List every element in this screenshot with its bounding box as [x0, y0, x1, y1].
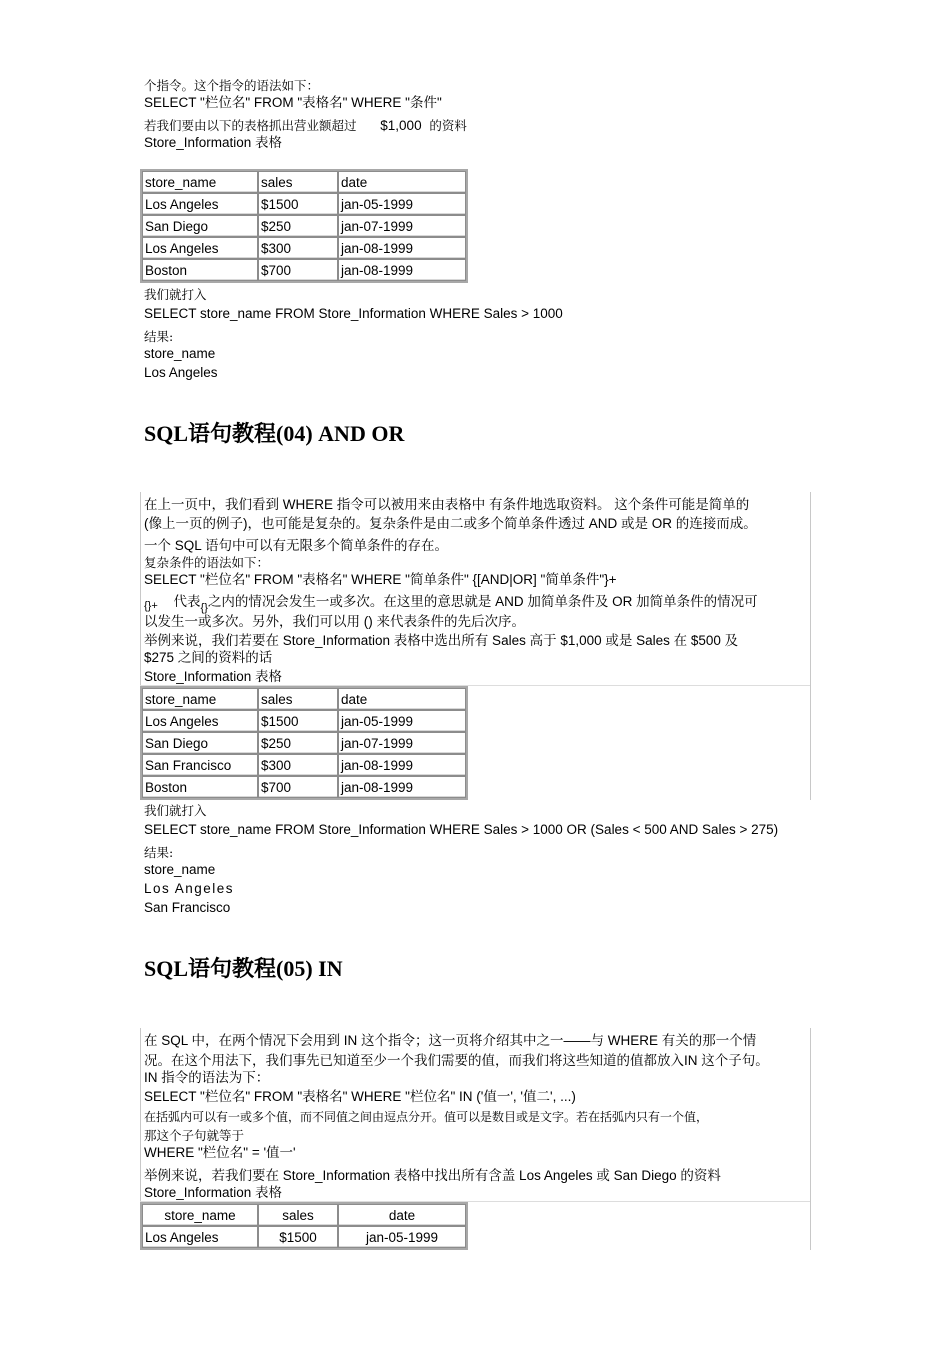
table-cell: jan-05-1999: [338, 710, 466, 732]
example-amount: $1,000: [380, 118, 422, 133]
syntax-line: SELECT "栏位名" FROM "表格名" WHERE "条件": [144, 95, 442, 110]
query-line: SELECT store_name FROM Store_Information WHERE Sales > 1000 OR (Sales < 500 AND Sales > 275): [144, 822, 779, 837]
column-header: date: [338, 1204, 466, 1226]
box-left-border: [140, 1028, 141, 1202]
paragraph-line: 在括弧内可以有一或多个值，而不同值之间由逗点分开。值可以是数目或是文字。若在括弧内只有一个值，: [144, 1110, 709, 1124]
braces-symbol: {}: [200, 602, 208, 614]
table-cell: Los Angeles: [142, 710, 258, 732]
paragraph-line: 在上一页中，我们看到 WHERE 指令可以被用来由表格中 有条件地选取资料。 这个条件可能是简单的: [144, 497, 750, 512]
table-row: [142, 776, 466, 798]
column-header: store_name: [142, 1204, 258, 1226]
paragraph-line: 举例来说，若我们要在 Store_Information 表格中找出所有含盖 Los Angeles 或 San Diego 的资料: [144, 1168, 721, 1183]
table-header-row: [142, 1204, 466, 1226]
result-label: 结果:: [144, 329, 174, 344]
store-information-table: [140, 1202, 468, 1250]
table-cell: Los Angeles: [142, 237, 258, 259]
paragraph-line: 举例来说，我们若要在 Store_Information 表格中选出所有 Sales 高于 $1,000 或是 Sales 在 $500 及: [144, 633, 739, 648]
braces-symbol: {}+: [144, 600, 158, 612]
table-row: [142, 259, 466, 281]
result-header: store_name: [144, 862, 216, 877]
we-type-label: 我们就打入: [144, 803, 207, 818]
table-cell: jan-05-1999: [338, 1226, 466, 1248]
we-type-label: 我们就打入: [144, 287, 207, 302]
table-cell: Los Angeles: [142, 193, 258, 215]
result-row: Los Angeles: [144, 881, 235, 896]
table-title: Store_Information 表格: [144, 1185, 283, 1200]
paragraph-line: (像上一页的例子)，也可能是复杂的。复杂条件是由二或多个简单条件透过 AND 或是 OR 的连接而成。: [144, 516, 757, 531]
table-row: [142, 754, 466, 776]
paragraph-line: 在 SQL 中，在两个情况下会用到 IN 这个指令；这一页将介绍其中之一——与 WHERE 有关的那一个情: [144, 1033, 757, 1048]
table-cell: San Francisco: [142, 754, 258, 776]
paragraph-line: 以发生一或多次。另外，我们可以用 () 来代表条件的先后次序。: [144, 614, 525, 629]
where-line: WHERE "栏位名" = '值一': [144, 1145, 296, 1160]
column-header: sales: [258, 688, 338, 710]
table-row: [142, 1226, 466, 1248]
example-post: 的资料: [429, 118, 467, 133]
store-information-table: [140, 169, 468, 283]
table-header-row: [142, 171, 466, 193]
table-cell: Los Angeles: [142, 1226, 258, 1248]
paragraph-line: [144, 593, 758, 612]
table-cell: $1500: [258, 1226, 338, 1248]
table-cell: jan-08-1999: [338, 237, 466, 259]
syntax-line: SELECT "栏位名" FROM "表格名" WHERE "栏位名" IN ('值一', '值二', ...): [144, 1089, 576, 1104]
table-title: Store_Information 表格: [144, 135, 283, 150]
paragraph-line: 复杂条件的语法如下：: [144, 555, 270, 570]
table-cell: $1500: [258, 710, 338, 732]
column-header: sales: [258, 1204, 338, 1226]
intro-text: 个指令。这个指令的语法如下：: [144, 78, 320, 93]
box-right-border: [810, 492, 811, 800]
column-header: store_name: [142, 171, 258, 193]
result-header: store_name: [144, 346, 216, 361]
query-line: SELECT store_name FROM Store_Information WHERE Sales > 1000: [144, 306, 563, 321]
table-header-row: [142, 688, 466, 710]
table-row: [142, 237, 466, 259]
table-cell: jan-07-1999: [338, 732, 466, 754]
syntax-line: SELECT "栏位名" FROM "表格名" WHERE "简单条件" {[AND|OR] "简单条件"}+: [144, 572, 617, 587]
column-header: store_name: [142, 688, 258, 710]
table-cell: $700: [258, 259, 338, 281]
table-cell: Boston: [142, 259, 258, 281]
column-header: date: [338, 688, 466, 710]
paragraph-line: 况。在这个用法下，我们事先已知道至少一个我们需要的值，而我们将这些知道的值都放入IN 这个子句。: [144, 1053, 769, 1068]
table-row: [142, 193, 466, 215]
text-span: 代表: [173, 594, 201, 609]
example-pre: 若我们要由以下的表格抓出营业额超过: [144, 118, 357, 133]
table-cell: jan-08-1999: [338, 754, 466, 776]
paragraph-line: 一个 SQL 语句中可以有无限多个简单条件的存在。: [144, 538, 449, 553]
table-cell: $1500: [258, 193, 338, 215]
table-cell: $300: [258, 754, 338, 776]
table-cell: San Diego: [142, 215, 258, 237]
paragraph-line: $275 之间的资料的话: [144, 650, 273, 665]
table-cell: jan-05-1999: [338, 193, 466, 215]
example-line: [144, 117, 467, 134]
section-heading: SQL语句教程(04) AND OR: [144, 421, 405, 446]
table-cell: jan-08-1999: [338, 259, 466, 281]
paragraph-line: IN 指令的语法为下：: [144, 1070, 270, 1085]
table-cell: $250: [258, 215, 338, 237]
table-cell: jan-08-1999: [338, 776, 466, 798]
column-header: date: [338, 171, 466, 193]
result-row: San Francisco: [144, 900, 231, 915]
box-left-border: [140, 492, 141, 686]
table-cell: $300: [258, 237, 338, 259]
table-cell: $700: [258, 776, 338, 798]
paragraph-line: 那这个子句就等于: [144, 1128, 245, 1143]
table-row: [142, 732, 466, 754]
table-cell: jan-07-1999: [338, 215, 466, 237]
result-label: 结果:: [144, 845, 174, 860]
store-information-table: [140, 686, 468, 800]
result-row: Los Angeles: [144, 365, 218, 380]
table-row: [142, 215, 466, 237]
table-cell: $250: [258, 732, 338, 754]
table-cell: Boston: [142, 776, 258, 798]
column-header: sales: [258, 171, 338, 193]
text-span: 之内的情况会发生一或多次。在这里的意思就是 AND 加简单条件及 OR 加简单条件的情况可: [207, 594, 758, 609]
section-heading: SQL语句教程(05) IN: [144, 956, 343, 981]
table-title: Store_Information 表格: [144, 669, 283, 684]
table-row: [142, 710, 466, 732]
table-cell: San Diego: [142, 732, 258, 754]
box-right-border: [810, 1028, 811, 1250]
